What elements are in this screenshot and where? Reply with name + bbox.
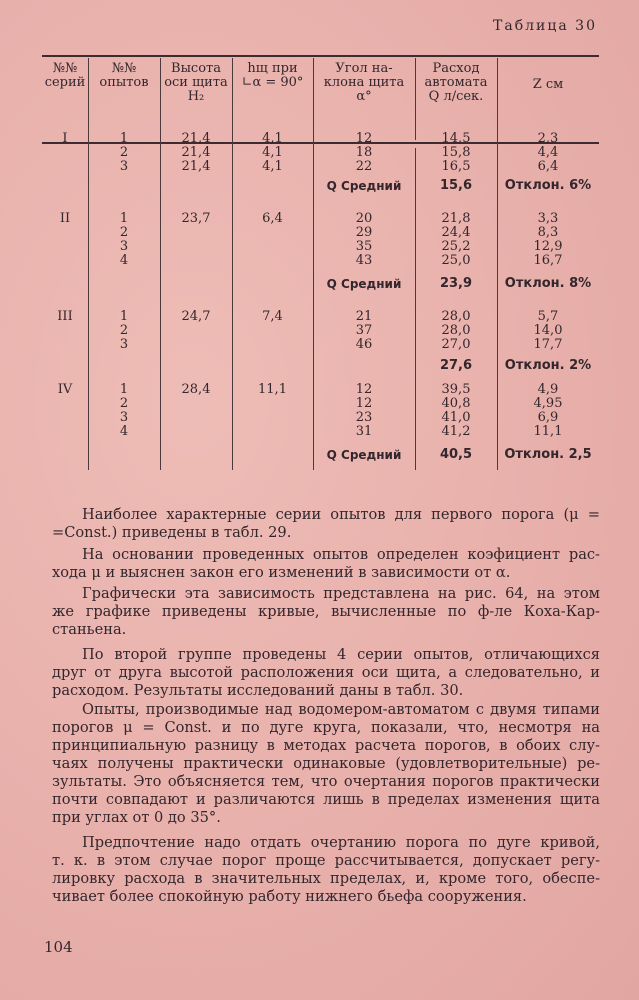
table-cell: 25,0 <box>441 253 471 268</box>
text-line: т. к. в этом случае порог проще рассчитывается, допускает регу- <box>52 852 600 869</box>
table-cell: 1 <box>119 309 129 324</box>
table-cell: 27,0 <box>441 337 471 352</box>
table-cell: 3,3 <box>537 211 559 226</box>
table-cell: 40,8 <box>441 396 471 411</box>
table-cell: 11,1 <box>533 424 563 439</box>
page-number: 104 <box>44 938 73 956</box>
table-cell: 1 <box>119 131 129 146</box>
table-cell: 23 <box>355 410 373 425</box>
table-cell: 4,1 <box>262 131 283 146</box>
table-cell: 21 <box>355 309 373 324</box>
table-cell: 14,5 <box>441 131 471 146</box>
table-header-cell: Расход автомата Q л/сек. <box>424 61 488 104</box>
deviation: Отклон. 6% <box>504 178 592 193</box>
table-cell: 24,7 <box>181 309 211 324</box>
table-cell: 7,4 <box>262 309 283 324</box>
paragraph <box>52 546 600 582</box>
table-cell: 28,4 <box>181 382 211 397</box>
table-cell: 28,0 <box>441 323 471 338</box>
table-cell: 3 <box>119 239 129 254</box>
text-line: =Const.) приведены в табл. 29. <box>52 524 292 541</box>
table-cell: 43 <box>355 253 373 268</box>
text-line: хода μ и выяснен закон его изменений в зависимости от α. <box>52 564 511 581</box>
table-cell: 31 <box>355 424 373 439</box>
text-line: расходом. Результаты исследований даны в табл. 30. <box>52 682 464 699</box>
text-line: зультаты. Это объясняется тем, что очертания порогов практически <box>52 773 600 790</box>
table-cell: 21,4 <box>181 159 211 174</box>
table-cell: 46 <box>355 337 373 352</box>
text-line: Опыты, производимые над водомером-автоматом с двумя типами <box>82 701 600 718</box>
table-cell: 2,3 <box>537 131 559 146</box>
table-cell: 21,8 <box>441 211 471 226</box>
average-value: 15,6 <box>439 178 473 193</box>
text-line: Наиболее характерные серии опытов для первого порога (μ = <box>82 506 600 523</box>
table-cell: 16,7 <box>533 253 563 268</box>
table-cell: 4,9 <box>537 382 559 397</box>
table-cell: 8,3 <box>537 225 559 240</box>
deviation: Отклон. 2% <box>504 358 592 373</box>
table-cell: 2 <box>119 396 129 411</box>
text-line: Графически эта зависимость представлена на рис. 64, на этом <box>82 585 600 602</box>
text-line: чивает более спокойную работу нижнего бьефа сооружения. <box>52 888 527 905</box>
table-cell: 18 <box>355 145 373 160</box>
table-caption: Таблица 30 <box>493 18 597 34</box>
table-cell: 41,0 <box>441 410 471 425</box>
text-line: принципиальную разницу в методах расчета порогов, в обоих слу- <box>52 737 600 754</box>
table-cell: 22 <box>355 159 373 174</box>
deviation: Отклон. 8% <box>504 276 592 291</box>
table-cell: 2 <box>119 145 129 160</box>
table-cell: 28,0 <box>441 309 471 324</box>
table-cell: III <box>57 309 73 324</box>
table-cell: 6,4 <box>537 159 559 174</box>
paragraph <box>52 646 600 700</box>
text-line: На основании проведенных опытов определен коэфициент рас- <box>82 546 600 563</box>
table-cell: 11,1 <box>258 382 287 397</box>
average-label: Q Средний <box>326 277 402 291</box>
table-cell: 6,9 <box>537 410 559 425</box>
table-cell: 14,0 <box>533 323 563 338</box>
table-cell: 35 <box>355 239 373 254</box>
deviation: Отклон. 2,5 <box>504 447 592 462</box>
text-line: По второй группе проведены 4 серии опытов, отличающихся <box>82 646 600 663</box>
table-cell: 29 <box>355 225 373 240</box>
table-header-cell: Высота оси щита H₂ <box>164 61 228 104</box>
table-header-cell: Угол на- клона щита α° <box>323 61 405 104</box>
text-line: чаях получены практически одинаковые (удовлетворительные) ре- <box>52 755 600 772</box>
table-cell: 12 <box>355 396 373 411</box>
table-cell: IV <box>57 382 73 397</box>
table-header-cell: Z см <box>532 77 564 92</box>
table-cell: 2 <box>119 225 129 240</box>
text-line: порогов μ = Const. и по дуге круга, показали, что, несмотря на <box>52 719 600 736</box>
table-cell: 5,7 <box>537 309 559 324</box>
table-cell: I <box>62 131 68 146</box>
table-cell: 4,4 <box>537 145 559 160</box>
table-cell: 25,2 <box>441 239 471 254</box>
table-cell: 15,8 <box>441 145 471 160</box>
table-cell: 12 <box>355 382 373 397</box>
table-cell: 37 <box>355 323 373 338</box>
column-divider <box>160 58 161 470</box>
table-cell: 3 <box>119 159 129 174</box>
average-value: 40,5 <box>439 447 473 462</box>
table-cell: 1 <box>119 382 129 397</box>
column-divider <box>232 58 233 470</box>
text-line: почти совпадают и различаются лишь в пределах изменения щита <box>52 791 600 808</box>
text-line: станьена. <box>52 621 127 638</box>
paragraph <box>52 585 600 639</box>
text-line: Предпочтение надо отдать очертанию порога по дуге кривой, <box>82 834 600 851</box>
text-line: же графике приведены кривые, вычисленные по ф-ле Коха-Кар- <box>52 603 600 620</box>
table-cell: 39,5 <box>441 382 471 397</box>
table-cell: 21,4 <box>181 145 211 160</box>
average-value: 23,9 <box>439 276 473 291</box>
table-cell: 3 <box>119 337 129 352</box>
text-line: лировку расхода в значительных пределах, и, кроме того, обеспе- <box>52 870 600 887</box>
table-header-cell: №№ серий <box>44 61 86 90</box>
average-label: Q Средний <box>326 179 402 193</box>
paragraph <box>52 834 600 906</box>
table-top-rule <box>42 55 599 57</box>
table-cell: 2 <box>119 323 129 338</box>
table-cell: 41,2 <box>441 424 471 439</box>
table-cell: 23,7 <box>181 211 211 226</box>
table-cell: 20 <box>355 211 373 226</box>
table-header-cell: №№ опытов <box>99 61 149 90</box>
table-cell: II <box>59 211 71 226</box>
table-cell: 16,5 <box>441 159 471 174</box>
table-cell: 6,4 <box>262 211 283 226</box>
table-cell: 4,1 <box>262 159 283 174</box>
table-cell: 12 <box>355 131 373 146</box>
table-cell: 4 <box>119 253 129 268</box>
table-cell: 24,4 <box>441 225 471 240</box>
table-cell: 12,9 <box>533 239 563 254</box>
table-cell: 1 <box>119 211 129 226</box>
text-line: при углах от 0 до 35°. <box>52 809 221 826</box>
table-cell: 4,95 <box>533 396 563 411</box>
paragraph <box>52 701 600 827</box>
table-header-cell: hщ при ∟α = 90° <box>241 61 304 90</box>
table-cell: 21,4 <box>181 131 211 146</box>
table-cell: 3 <box>119 410 129 425</box>
text-line: друг от друга высотой расположения оси щита, а следовательно, и <box>52 664 600 681</box>
table-cell: 17,7 <box>533 337 563 352</box>
average-value: 27,6 <box>439 358 473 373</box>
table-cell: 4,1 <box>262 145 283 160</box>
average-label: Q Средний <box>326 448 402 462</box>
table-cell: 4 <box>119 424 129 439</box>
paragraph <box>52 506 600 542</box>
